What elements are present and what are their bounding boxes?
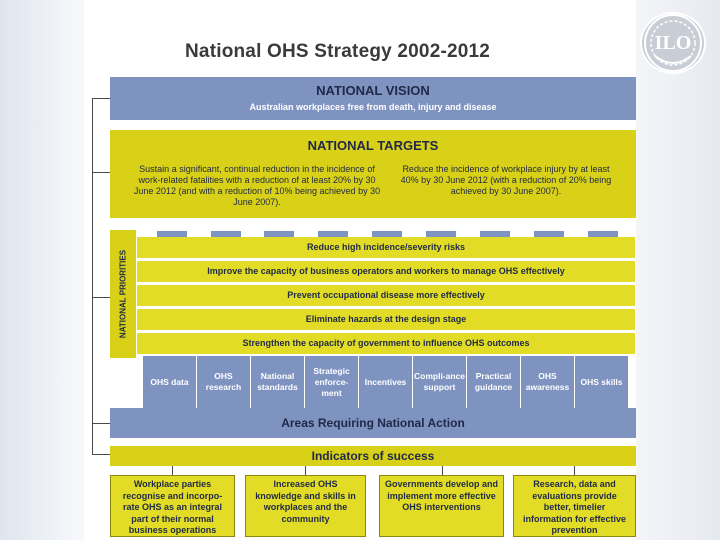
action-area-national-standards: National standards: [251, 356, 304, 408]
connector-to-areas: [92, 423, 110, 424]
action-area-incentives: Incentives: [359, 356, 412, 408]
action-area-ohs-skills: OHS skills: [575, 356, 628, 408]
outcome-connector: [172, 466, 173, 475]
action-area-ohs-awareness: OHS awareness: [521, 356, 574, 408]
background-left-panel: [0, 0, 84, 540]
outcome-box: Research, data and evaluations provide better, timelier information for effective prevention: [513, 475, 636, 537]
outcome-connector: [442, 466, 443, 475]
connector-vertical: [92, 98, 93, 454]
action-area-compliance-support: Compli-ance support: [413, 356, 466, 408]
national-vision-box: [110, 77, 636, 120]
priority-bar: Prevent occupational disease more effectively: [137, 285, 635, 306]
connector-to-targets: [92, 172, 110, 173]
action-area-strategic-enforcement: Strategic enforce-ment: [305, 356, 358, 408]
priority-bar: Eliminate hazards at the design stage: [137, 309, 635, 330]
target-injury-text: Reduce the incidence of workplace injury by at least 40% by 30 June 2012 (with a reduction of 20% being achieved by 30 June 2007).: [400, 164, 612, 196]
national-targets-box: [110, 130, 636, 218]
action-area-ohs-data: OHS data: [143, 356, 196, 408]
connector-to-priorities: [92, 297, 110, 298]
background-right-panel: [636, 0, 720, 540]
ilo-logo: [640, 12, 706, 74]
priority-bar: Improve the capacity of business operators and workers to manage OHS effectively: [137, 261, 635, 282]
national-priorities-side: [110, 230, 136, 358]
ilo-logo-text: ILO: [654, 32, 692, 54]
national-priorities-label: NATIONAL PRIORITIES: [118, 249, 128, 339]
action-area-practical-guidance: Practical guidance: [467, 356, 520, 408]
action-area-ohs-research: OHS research: [197, 356, 250, 408]
outcome-box: Governments develop and implement more effective OHS interventions: [379, 475, 504, 537]
outcome-connector: [305, 466, 306, 475]
connector-to-vision: [92, 98, 110, 99]
outcome-connector: [574, 466, 575, 475]
national-vision-text: Australian workplaces free from death, injury and disease: [249, 102, 497, 112]
areas-requiring-action-bar: Areas Requiring National Action: [110, 408, 636, 438]
priority-bar: Reduce high incidence/severity risks: [137, 237, 635, 258]
target-fatalities-text: Sustain a significant, continual reduction in the incidence of work-related fatalities with a reduction of at least 20% by 30 June 2012 (and with a reduction of 10% being achieved by 30 June 2007).: [133, 164, 381, 207]
national-targets-heading: NATIONAL TARGETS: [307, 138, 439, 153]
outcome-box: Increased OHS knowledge and skills in workplaces and the community: [245, 475, 366, 537]
connector-to-indicators: [92, 454, 110, 455]
national-vision-heading: NATIONAL VISION: [316, 83, 430, 98]
indicators-of-success-bar: Indicators of success: [110, 446, 636, 466]
page-title: National OHS Strategy 2002-2012: [185, 41, 491, 62]
outcome-box: Workplace parties recognise and incorpo-rate OHS as an integral part of their normal business operations: [110, 475, 235, 537]
priority-bar: Strengthen the capacity of government to influence OHS outcomes: [137, 333, 635, 354]
